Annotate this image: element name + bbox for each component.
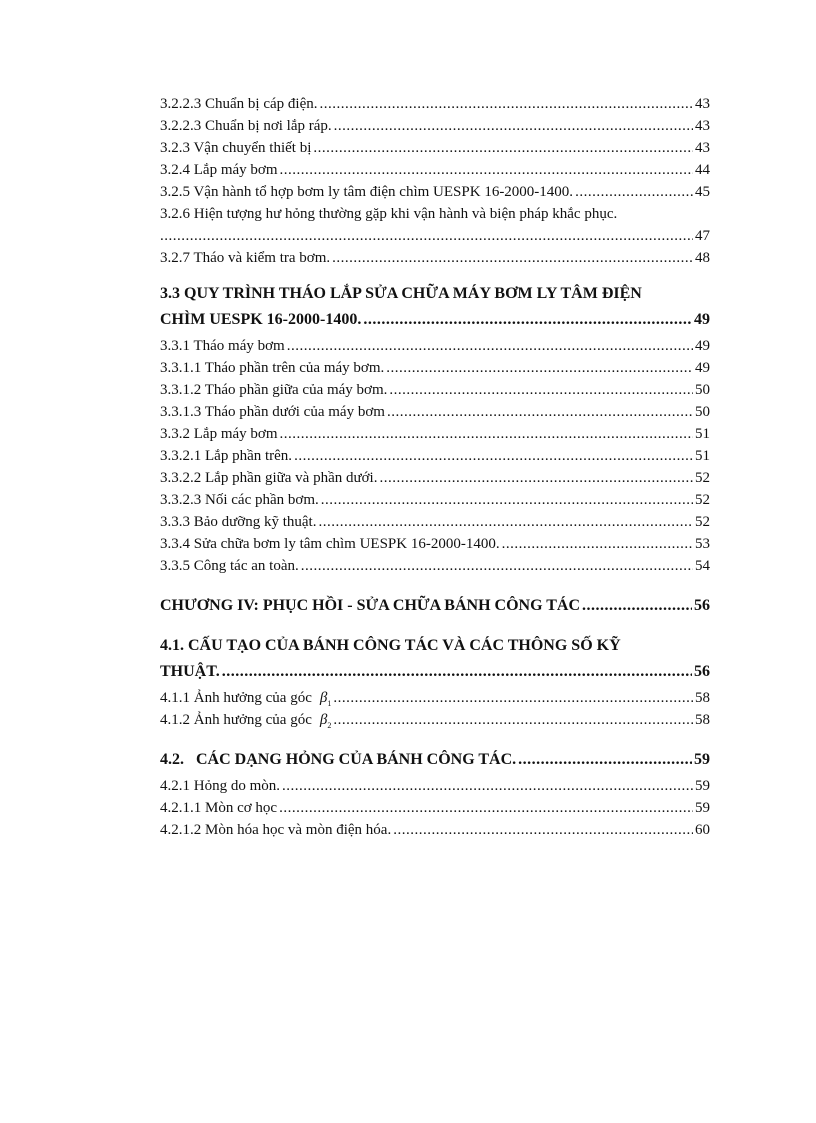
toc-page-number: 59 [694,751,710,768]
toc-heading-line: 4.1. CẤU TẠO CỦA BÁNH CÔNG TÁC VÀ CÁC THÔNG SỐ KỸ [160,637,621,654]
leader-dots [282,776,693,796]
toc-entry[interactable] [160,688,710,710]
toc-entry[interactable] [160,820,710,842]
toc-page-number: 49 [695,338,710,354]
leader-dots [387,402,693,422]
toc-entry-title: 3.2.7 Tháo và kiểm tra bơm. [160,250,331,266]
toc-page-number: 43 [695,118,710,134]
toc-entry[interactable] [160,248,710,270]
beta-subscript: 1 [327,699,332,708]
toc-heading-line: THUẬT. [160,663,220,680]
leader-dots [389,380,693,400]
leader-dots [379,468,693,488]
leader-dots [222,662,692,682]
leader-dots [319,94,693,114]
toc-section-heading-continuation[interactable] [160,310,710,336]
toc-page-number: 50 [695,404,710,420]
toc-entry[interactable] [160,710,710,732]
toc-entry-title: 3.2.5 Vận hành tổ hợp bơm ly tâm điện chìm UESPK 16-2000-1400. [160,184,574,200]
toc-page-number: 56 [694,663,710,680]
leader-dots [333,710,693,730]
leader-dots [318,512,693,532]
toc-page-number: 59 [695,778,710,794]
leader-dots [333,688,693,708]
toc-entry[interactable] [160,138,710,160]
toc-page-number: 52 [695,492,710,508]
toc-entry[interactable] [160,204,710,226]
toc-page-number: 54 [695,558,710,574]
toc-page-number: 60 [695,822,710,838]
beta-symbol [320,710,331,736]
table-of-contents [160,94,710,842]
toc-page-number: 51 [695,448,710,464]
toc-entry-title: 3.2.3 Vận chuyển thiết bị [160,140,312,156]
toc-heading-line: 4.2. CÁC DẠNG HỎNG CỦA BÁNH CÔNG TÁC. [160,751,517,768]
toc-entry-title: 4.1.2 Ảnh hưởng của góc [160,712,312,728]
toc-page-number: 49 [695,360,710,376]
toc-page-number: 52 [695,514,710,530]
toc-page-number: 45 [695,184,710,200]
leader-dots [321,490,693,510]
toc-entry-title: 3.2.2.3 Chuẩn bị cáp điện. [160,96,318,112]
toc-heading-line: CHƯƠNG IV: PHỤC HỒI - SỬA CHỮA BÁNH CÔNG TÁC [160,597,581,614]
toc-entry-continuation[interactable] [160,226,710,248]
toc-entry[interactable] [160,116,710,138]
toc-page-number: 56 [694,597,710,614]
toc-entry[interactable] [160,556,710,578]
toc-page-number: 48 [695,250,710,266]
toc-page-number: 58 [695,712,710,728]
leader-dots [334,116,693,136]
leader-dots [279,798,693,818]
toc-entry[interactable] [160,380,710,402]
toc-page-number: 58 [695,690,710,706]
leader-dots [301,556,693,576]
leader-dots [386,358,693,378]
toc-page-number: 50 [695,382,710,398]
toc-section-heading[interactable] [160,284,710,310]
leader-dots [280,424,694,444]
toc-entry[interactable] [160,798,710,820]
leader-dots [575,182,693,202]
toc-entry-title: 3.2.2.3 Chuẩn bị nơi lắp ráp. [160,118,332,134]
toc-entry[interactable] [160,94,710,116]
toc-entry-title: 3.3.1 Tháo máy bơm [160,338,285,354]
toc-entry-title: 3.3.3 Bảo dưỡng kỹ thuật. [160,514,317,530]
toc-entry-title: 3.3.1.1 Tháo phần trên của máy bơm. [160,360,385,376]
beta-letter: β [319,712,328,728]
toc-heading-line: CHÌM UESPK 16-2000-1400. [160,311,362,328]
toc-entry-title: 3.2.4 Lắp máy bơm [160,162,278,178]
leader-dots [363,310,692,330]
beta-subscript: 2 [327,721,332,730]
beta-letter: β [319,690,328,706]
toc-entry[interactable] [160,336,710,358]
toc-entry[interactable] [160,160,710,182]
toc-heading-line: 3.3 QUY TRÌNH THÁO LẮP SỬA CHỮA MÁY BƠM LY TÂM ĐIỆN [160,285,642,302]
toc-chapter-heading[interactable] [160,596,710,622]
toc-entry-title: 4.2.1.1 Mòn cơ học [160,800,278,816]
leader-dots [160,226,693,246]
toc-entry[interactable] [160,182,710,204]
toc-page-number: 43 [695,96,710,112]
toc-section-heading-continuation[interactable] [160,662,710,688]
toc-entry-title: 3.3.2.2 Lắp phần giữa và phần dưới. [160,470,378,486]
toc-entry[interactable] [160,776,710,798]
toc-entry[interactable] [160,402,710,424]
toc-entry[interactable] [160,468,710,490]
leader-dots [280,160,694,180]
toc-entry-title: 3.3.2 Lắp máy bơm [160,426,278,442]
leader-dots [518,750,692,770]
toc-entry-title: 3.3.2.1 Lắp phần trên. [160,448,293,464]
toc-page-number: 51 [695,426,710,442]
toc-section-heading[interactable] [160,750,710,776]
toc-page-number: 49 [694,311,710,328]
toc-entry-title: 3.3.4 Sửa chữa bơm ly tâm chìm UESPK 16-2000-1400. [160,536,500,552]
toc-entry-title: 3.3.5 Công tác an toàn. [160,558,299,574]
toc-entry[interactable] [160,446,710,468]
toc-entry[interactable] [160,512,710,534]
leader-dots [313,138,693,158]
toc-entry[interactable] [160,490,710,512]
toc-entry[interactable] [160,358,710,380]
toc-entry-title: 3.3.1.3 Tháo phần dưới của máy bơm [160,404,385,420]
toc-entry-title: 4.2.1 Hỏng do mòn. [160,778,280,794]
toc-page-number: 53 [695,536,710,552]
leader-dots [287,336,693,356]
leader-dots [294,446,693,466]
toc-entry-title: 3.2.6 Hiện tượng hư hỏng thường gặp khi vận hành và biện pháp khắc phục. [160,206,618,222]
toc-page-number: 52 [695,470,710,486]
leader-dots [502,534,693,554]
toc-page-number: 59 [695,800,710,816]
leader-dots [332,248,693,268]
leader-dots [582,596,692,616]
toc-page-number: 43 [695,140,710,156]
leader-dots [393,820,693,840]
toc-entry[interactable] [160,534,710,556]
toc-entry-title: 4.2.1.2 Mòn hóa học và mòn điện hóa. [160,822,392,838]
toc-entry-title: 3.3.1.2 Tháo phần giữa của máy bơm. [160,382,388,398]
toc-entry[interactable] [160,424,710,446]
toc-entry-title: 3.3.2.3 Nối các phần bơm. [160,492,319,508]
toc-entry-title: 4.1.1 Ảnh hưởng của góc [160,690,312,706]
toc-page-number: 47 [695,228,710,244]
toc-page-number: 44 [695,162,710,178]
toc-section-heading[interactable] [160,636,710,662]
